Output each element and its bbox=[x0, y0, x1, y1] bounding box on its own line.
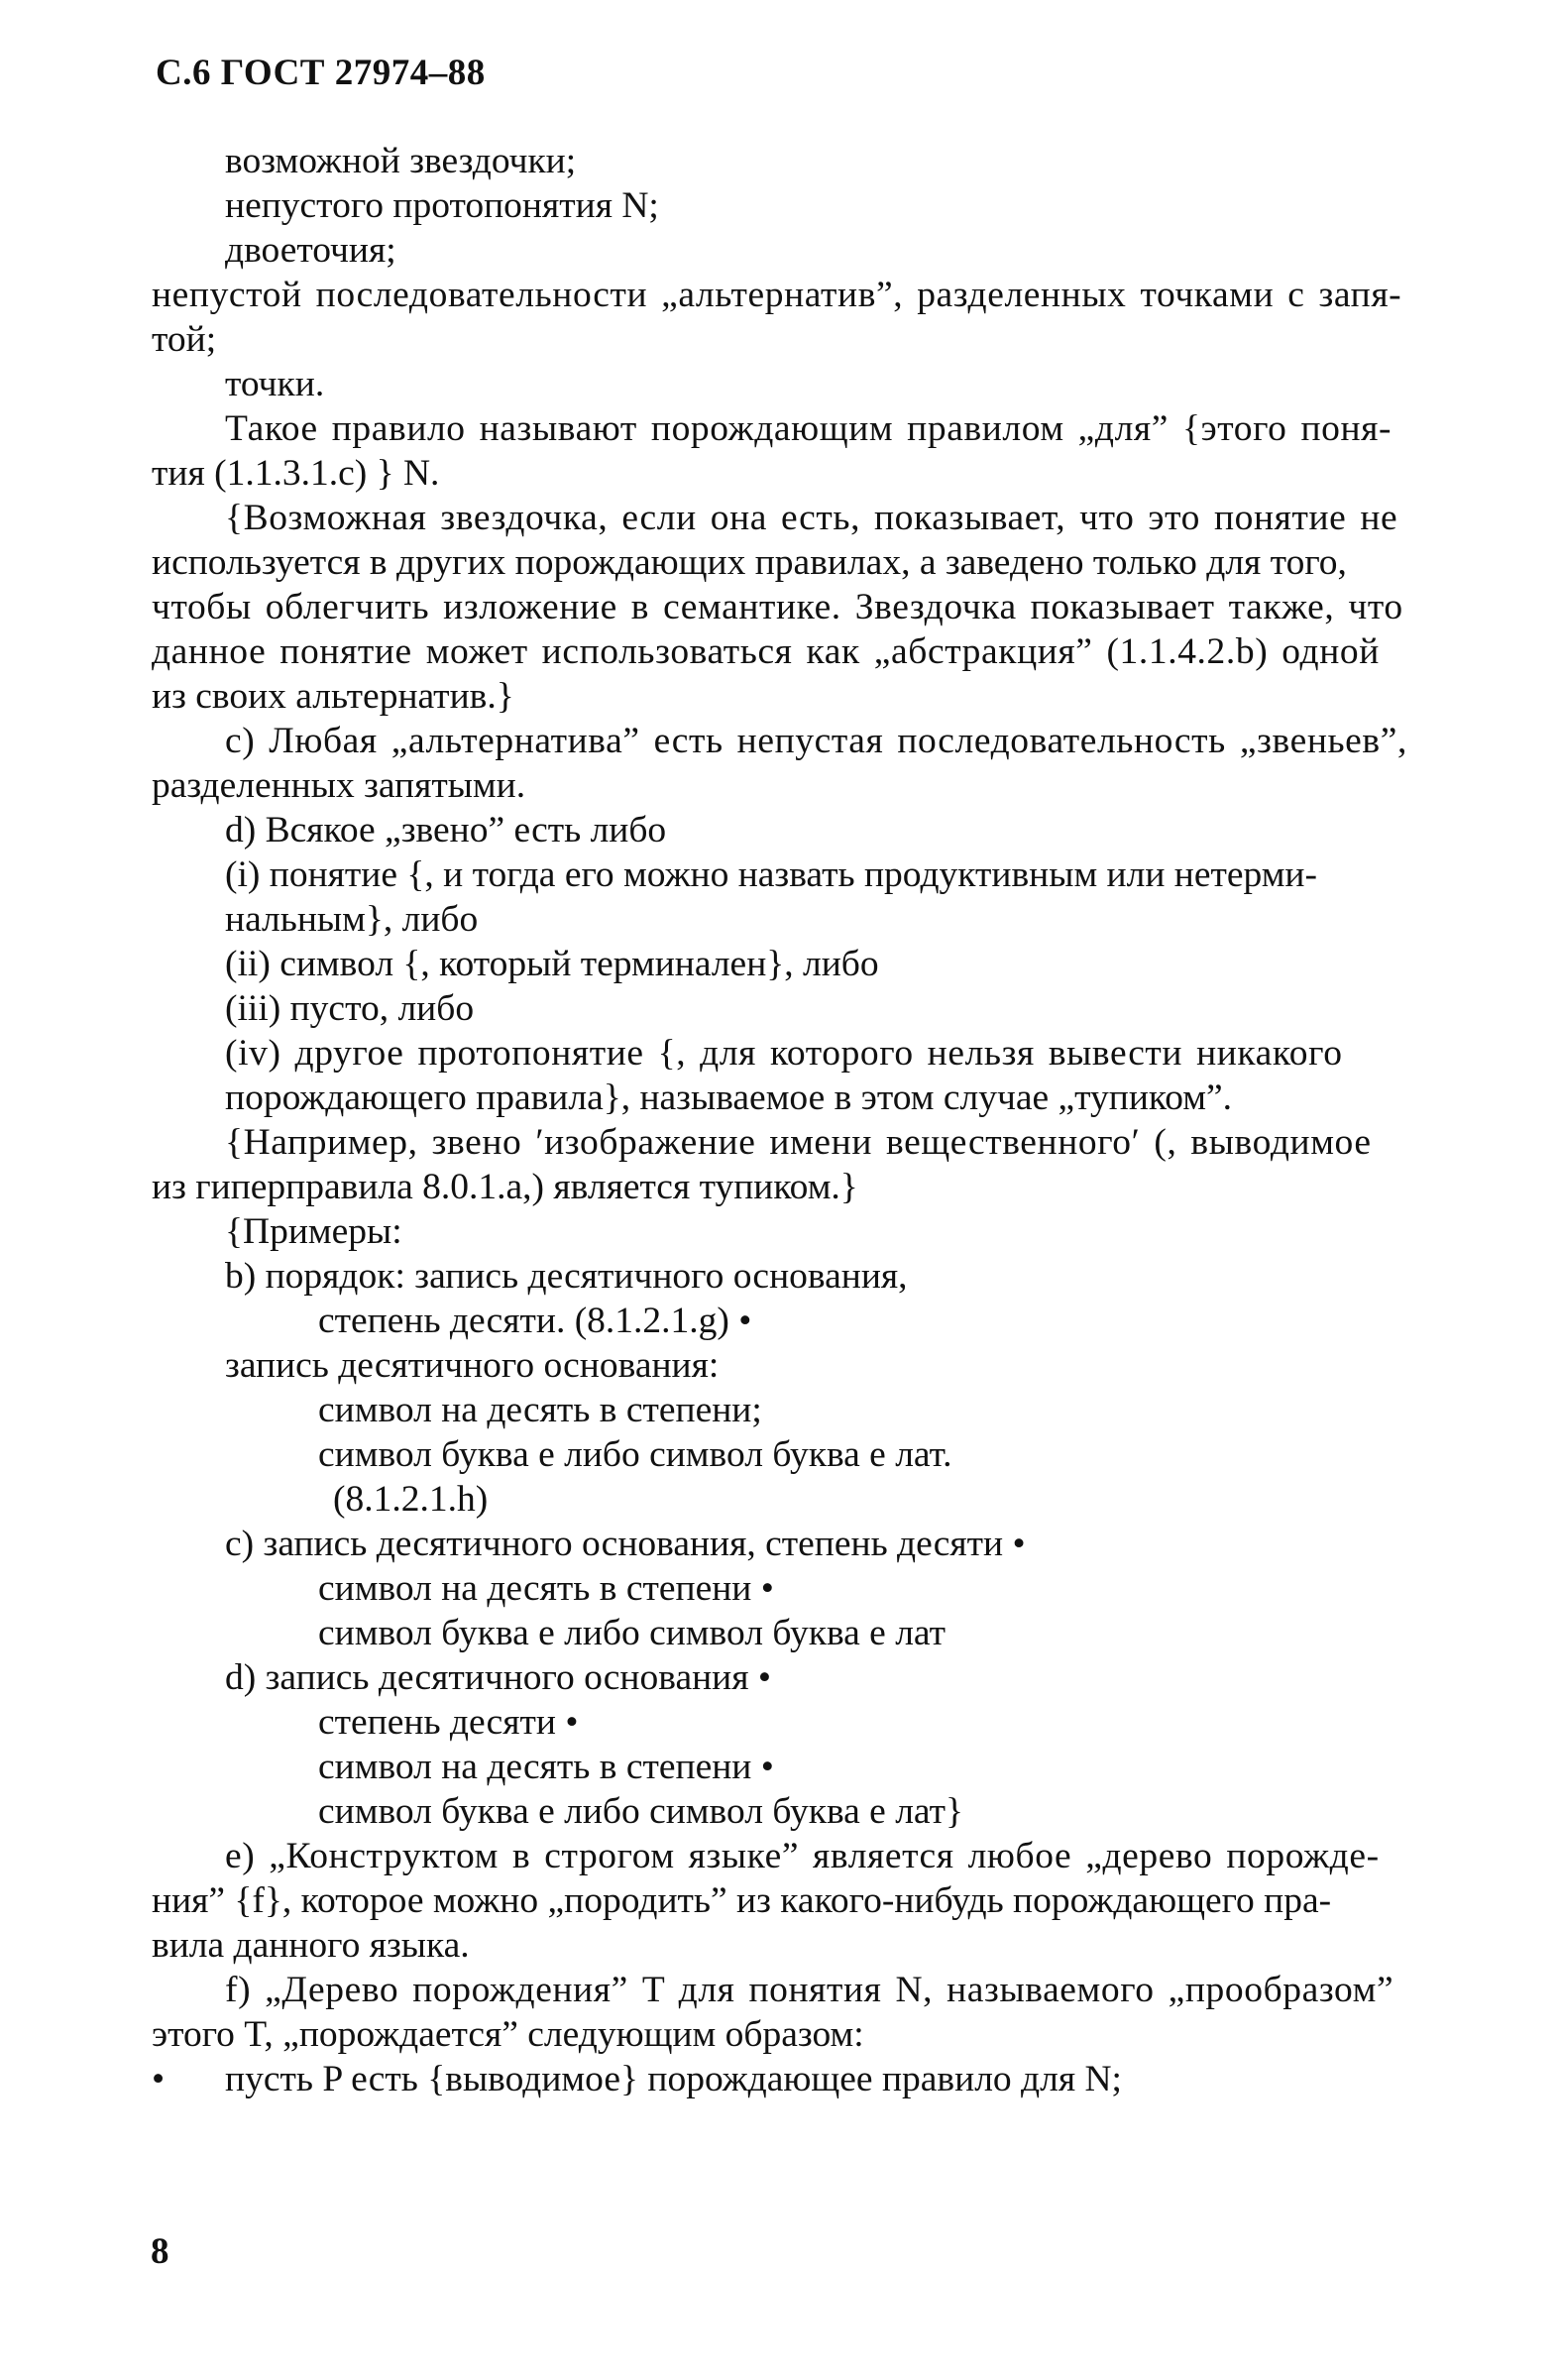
text-line: непустой последовательности „альтернатив”, разделенных точками с запя- bbox=[152, 275, 1402, 315]
text-line: {Возможная звездочка, если она есть, показывает, что это понятие не bbox=[225, 498, 1398, 538]
text-line: e) „Конструктом в строгом языке” является любое „дерево порожде- bbox=[225, 1836, 1380, 1876]
text-line: степень десяти • bbox=[318, 1702, 579, 1743]
text-line: (8.1.2.1.h) bbox=[333, 1479, 489, 1520]
text-line: данное понятие может использоваться как „абстракция” (1.1.4.2.b) одной bbox=[152, 631, 1380, 672]
text-line: c) запись десятичного основания, степень десяти • bbox=[225, 1524, 1026, 1564]
text-line: f) „Дерево порождения” T для понятия N, называемого „прообразом” bbox=[225, 1970, 1394, 2010]
bullet-icon: • bbox=[152, 2059, 166, 2099]
text-line: используется в других порождающих правилах, а заведено только для того, bbox=[152, 542, 1347, 583]
text-line: двоеточия; bbox=[225, 230, 396, 271]
text-line: (i) понятие {, и тогда его можно назвать продуктивным или нетерми- bbox=[225, 854, 1317, 895]
text-line: чтобы облегчить изложение в семантике. Звездочка показывает также, что bbox=[152, 587, 1403, 627]
text-line: d) запись десятичного основания • bbox=[225, 1657, 771, 1698]
bullet-item bbox=[152, 2057, 1509, 2101]
text-line: d) Всякое „звено” есть либо bbox=[225, 810, 667, 850]
text-line: ния” {f}, которое можно „породить” из какого-нибудь порождающего пра- bbox=[152, 1880, 1332, 1921]
text-line: нальным}, либо bbox=[225, 899, 479, 940]
text-line: (iii) пусто, либо bbox=[225, 988, 475, 1029]
text-line: тия (1.1.3.1.c) } N. bbox=[152, 453, 440, 494]
text-line: символ буква е либо символ буква е лат bbox=[318, 1613, 946, 1653]
body-text bbox=[152, 139, 1509, 2101]
text-line: степень десяти. (8.1.2.1.g) • bbox=[318, 1301, 752, 1341]
text-line: символ буква е либо символ буква е лат. bbox=[318, 1434, 952, 1475]
text-line: c) Любая „альтернатива” есть непустая последовательность „звеньев”, bbox=[225, 721, 1407, 761]
text-line: (ii) символ {, который терминален}, либо bbox=[225, 944, 879, 984]
text-line: разделенных запятыми. bbox=[152, 765, 526, 806]
text-line: {Примеры: bbox=[225, 1211, 402, 1252]
text-line: порождающего правила}, называемое в этом случае „тупиком”. bbox=[225, 1077, 1233, 1118]
text-line: той; bbox=[152, 319, 217, 360]
text-line: символ на десять в степени • bbox=[318, 1747, 774, 1787]
text-line: символ буква е либо символ буква е лат} bbox=[318, 1791, 963, 1832]
text-line: вила данного языка. bbox=[152, 1925, 470, 1966]
bullet-item-text: пусть P есть {выводимое} порождающее правило для N; bbox=[225, 2059, 1122, 2099]
text-line: b) порядок: запись десятичного основания, bbox=[225, 1256, 908, 1297]
text-line: возможной звездочки; bbox=[225, 141, 577, 181]
text-line: (iv) другое протопонятие {, для которого нельзя вывести никакого bbox=[225, 1033, 1343, 1074]
page-number: 8 bbox=[151, 2231, 169, 2272]
text-line: этого T, „порождается” следующим образом: bbox=[152, 2014, 864, 2055]
text-line: символ на десять в степени; bbox=[318, 1390, 762, 1430]
text-line: {Например, звено ′изображение имени вещественного′ (, выводимое bbox=[225, 1122, 1372, 1163]
text-line: непустого протопонятия N; bbox=[225, 185, 659, 226]
page-header: С.6 ГОСТ 27974–88 bbox=[156, 53, 486, 93]
text-line: запись десятичного основания: bbox=[225, 1345, 720, 1386]
text-line: точки. bbox=[225, 364, 325, 404]
text-line: из своих альтернатив.} bbox=[152, 676, 514, 717]
text-line: символ на десять в степени • bbox=[318, 1568, 774, 1609]
text-line: из гиперправила 8.0.1.a,) является тупиком.} bbox=[152, 1167, 858, 1207]
text-line: Такое правило называют порождающим правилом „для” {этого поня- bbox=[225, 408, 1393, 449]
